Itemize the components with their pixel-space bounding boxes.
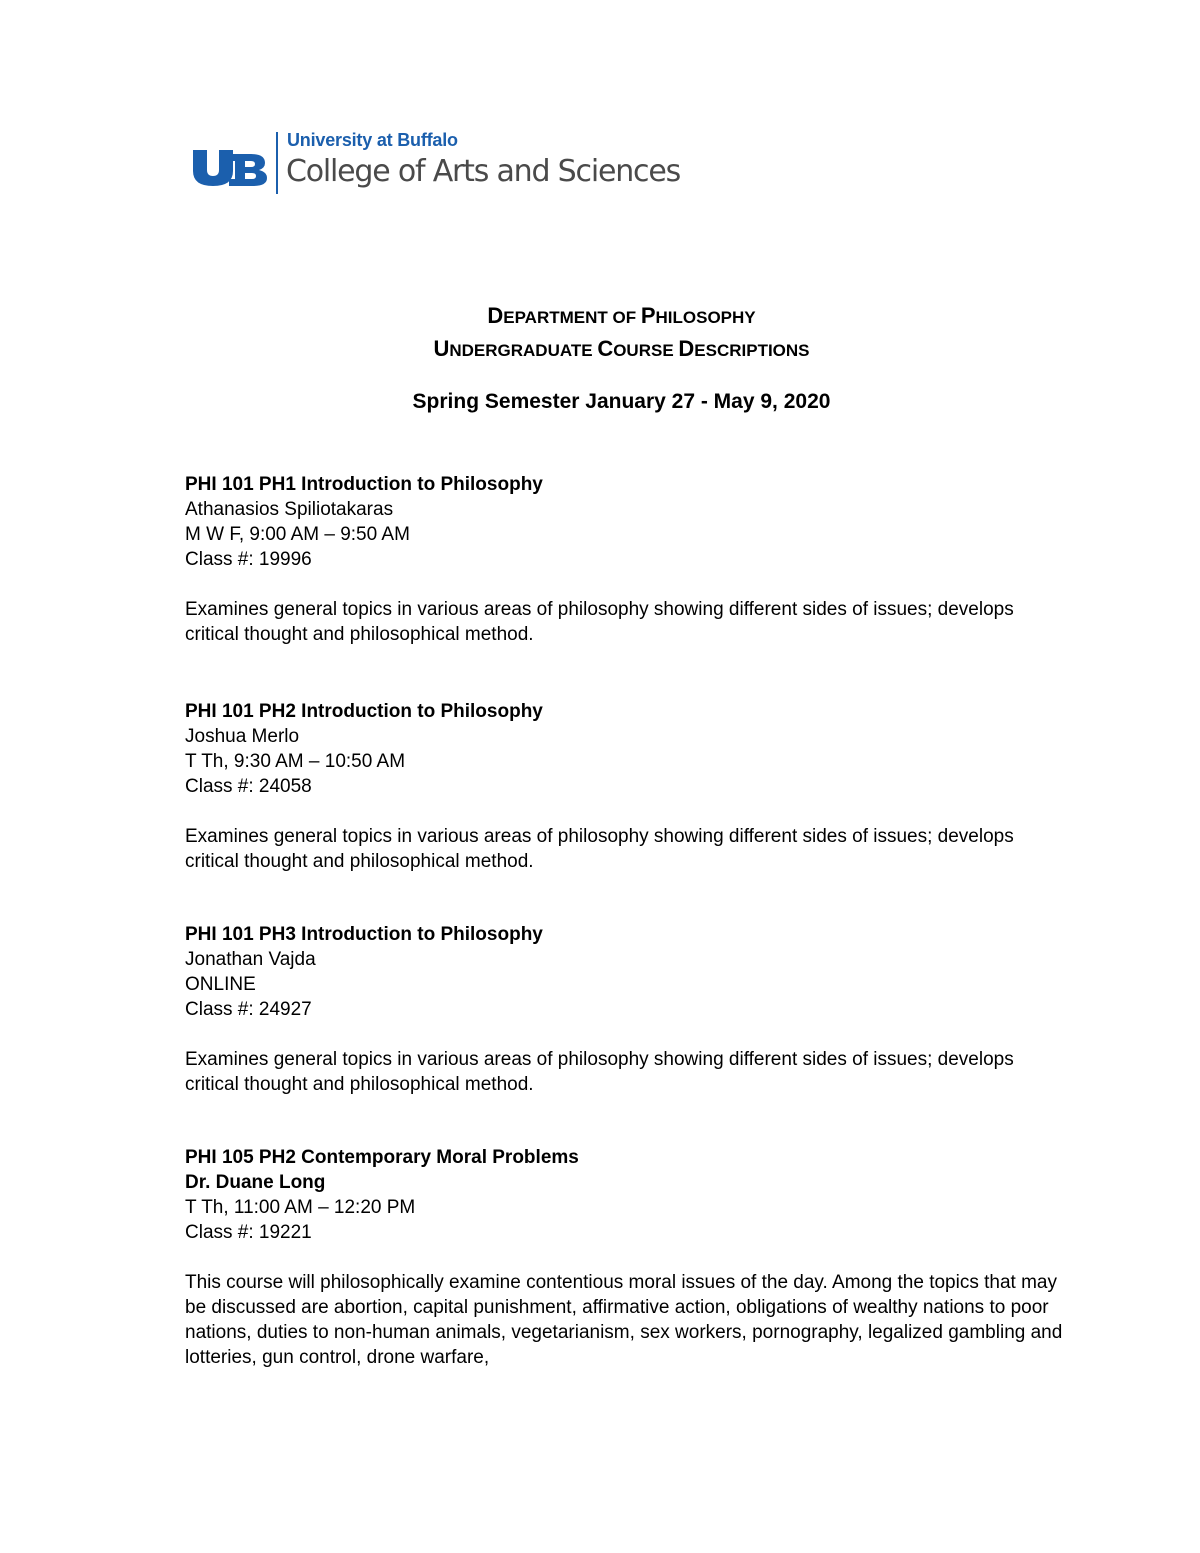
course-heading: PHI 101 PH2 Introduction to Philosophy [185, 701, 543, 722]
college-logo [193, 128, 713, 204]
course-heading: PHI 105 PH2 Contemporary Moral Problems [185, 1147, 579, 1168]
course-instructor: Dr. Duane Long [185, 1172, 326, 1193]
course-class-number: Class #: 19221 [185, 1222, 312, 1243]
logo-divider [276, 132, 278, 194]
course-heading: PHI 101 PH3 Introduction to Philosophy [185, 924, 543, 945]
course-heading: PHI 101 PH1 Introduction to Philosophy [185, 474, 543, 495]
course-description: Examines general topics in various areas of philosophy showing different sides of issues; develops critical thought and philosophical method. [185, 1049, 1014, 1095]
course-schedule: ONLINE [185, 974, 256, 995]
university-name: University at Buffalo [287, 130, 458, 150]
course-entry [185, 922, 1065, 1097]
college-name: College of Arts and Sciences [286, 154, 681, 189]
course-instructor: Jonathan Vajda [185, 949, 316, 970]
document-subtitle: UNDERGRADUATE COURSE DESCRIPTIONS [433, 336, 810, 361]
course-class-number: Class #: 19996 [185, 549, 312, 570]
course-schedule: T Th, 11:00 AM – 12:20 PM [185, 1197, 416, 1218]
course-entry [185, 472, 1065, 647]
course-entry [185, 1145, 1065, 1370]
course-description: This course will philosophically examine contentious moral issues of the day. Among the topics that may be discussed are abortion, capital punishment, affirmative action, obligations of wealthy nations to poor nations, duties to non-human animals, vegetarianism, sex workers, pornography, legalized gambling and lotteries, gun control, drone warfare, [185, 1272, 1063, 1368]
course-instructor: Athanasios Spiliotakaras [185, 499, 394, 520]
course-schedule: M W F, 9:00 AM – 9:50 AM [185, 524, 410, 545]
course-class-number: Class #: 24058 [185, 776, 312, 797]
department-title: DEPARTMENT OF PHILOSOPHY [487, 303, 756, 328]
course-class-number: Class #: 24927 [185, 999, 312, 1020]
course-instructor: Joshua Merlo [185, 726, 300, 747]
course-description: Examines general topics in various areas of philosophy showing different sides of issues; develops critical thought and philosophical method. [185, 826, 1014, 872]
course-description: Examines general topics in various areas of philosophy showing different sides of issues; develops critical thought and philosophical method. [185, 599, 1014, 645]
semester-dates: Spring Semester January 27 - May 9, 2020 [412, 390, 831, 413]
course-entry [185, 699, 1065, 874]
ub-logo-icon [193, 150, 267, 186]
course-schedule: T Th, 9:30 AM – 10:50 AM [185, 751, 406, 772]
